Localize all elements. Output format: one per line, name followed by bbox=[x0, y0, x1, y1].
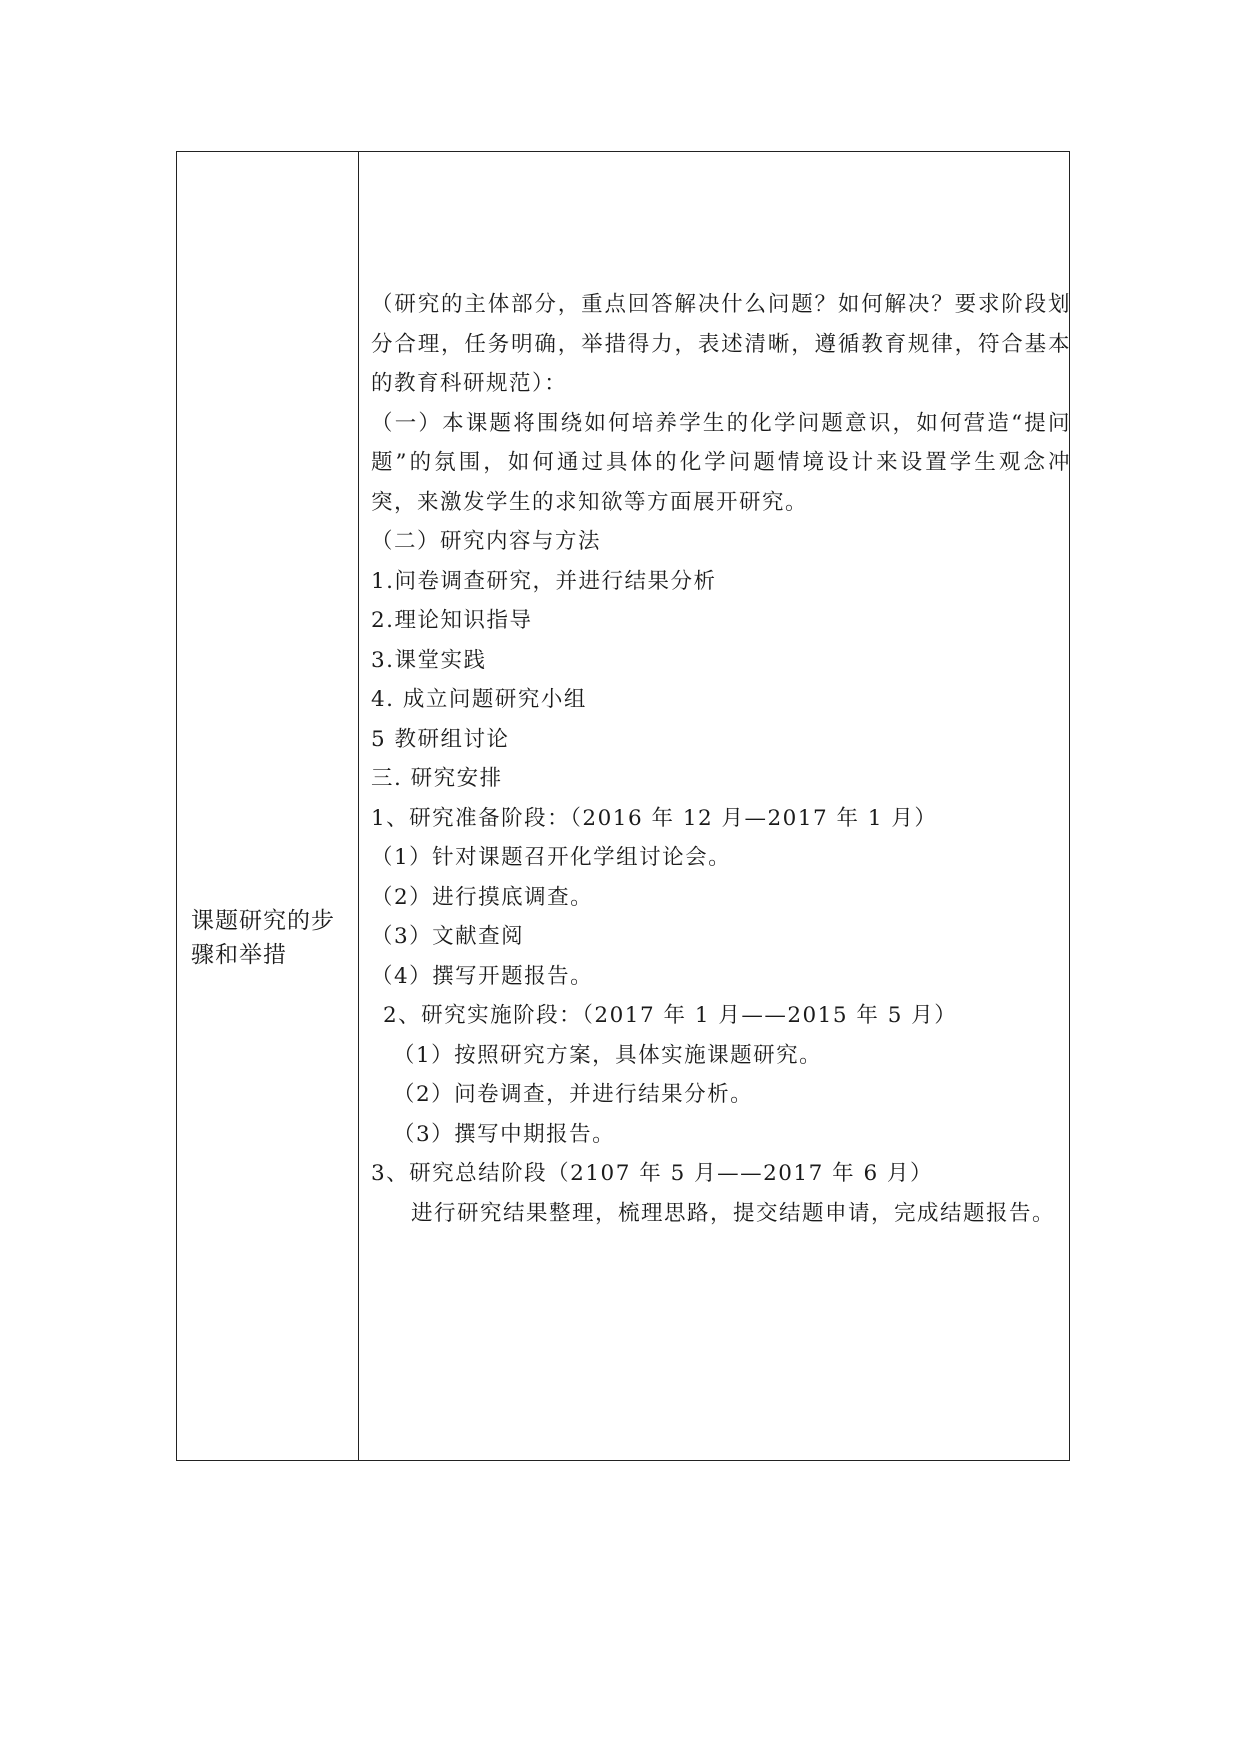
label-cell bbox=[177, 152, 359, 1460]
stage2-item: （3）撰写中期报告。 bbox=[393, 1121, 616, 1147]
part3-heading: 三. 研究安排 bbox=[371, 766, 503, 791]
part1-paragraph: （一）本课题将围绕如何培养学生的化学问题意识，如何营造“提问题”的氛围，如何通过具体的化学问题情境设计来设置学生观念冲突，来激发学生的求知欲等方面展开研究。 bbox=[371, 410, 1071, 515]
method-item: 5 教研组讨论 bbox=[371, 726, 510, 752]
stage1-item: （3）文献查阅 bbox=[371, 924, 525, 949]
stage1-heading: 1、研究准备阶段：（2016 年 12 月—2017 年 1 月） bbox=[371, 805, 938, 831]
stage1-item: （2）进行摸底调查。 bbox=[371, 884, 594, 910]
stage3-text: 进行研究结果整理，梳理思路，提交结题申请，完成结题报告。 bbox=[411, 1200, 1056, 1226]
content-body bbox=[371, 285, 1071, 1233]
stage1-item: （1）针对课题召开化学组讨论会。 bbox=[371, 845, 732, 870]
stage2-item: （1）按照研究方案，具体实施课题研究。 bbox=[393, 1042, 823, 1068]
stage1-item: （4）撰写开题报告。 bbox=[371, 963, 594, 989]
method-item: 4. 成立问题研究小组 bbox=[371, 687, 587, 712]
method-item: 3.课堂实践 bbox=[371, 647, 487, 673]
stage2-heading: 2、研究实施阶段：（2017 年 1 月——2015 年 5 月） bbox=[383, 1003, 958, 1028]
method-item: 2.理论知识指导 bbox=[371, 608, 533, 633]
method-item: 1.问卷调查研究，并进行结果分析 bbox=[371, 568, 717, 594]
form-table bbox=[176, 151, 1070, 1461]
stage3-heading: 3、研究总结阶段（2107 年 5 月——2017 年 6 月） bbox=[371, 1161, 933, 1186]
row-label: 课题研究的步骤和举措 bbox=[191, 908, 335, 968]
stage2-item: （2）问卷调查，并进行结果分析。 bbox=[393, 1082, 754, 1107]
part2-heading: （二）研究内容与方法 bbox=[371, 529, 602, 554]
content-cell bbox=[359, 152, 1069, 1460]
intro-paragraph: （研究的主体部分，重点回答解决什么问题？如何解决？要求阶段划分合理，任务明确，举措得力，表述清晰，遵循教育规律，符合基本的教育科研规范）： bbox=[371, 292, 1071, 396]
